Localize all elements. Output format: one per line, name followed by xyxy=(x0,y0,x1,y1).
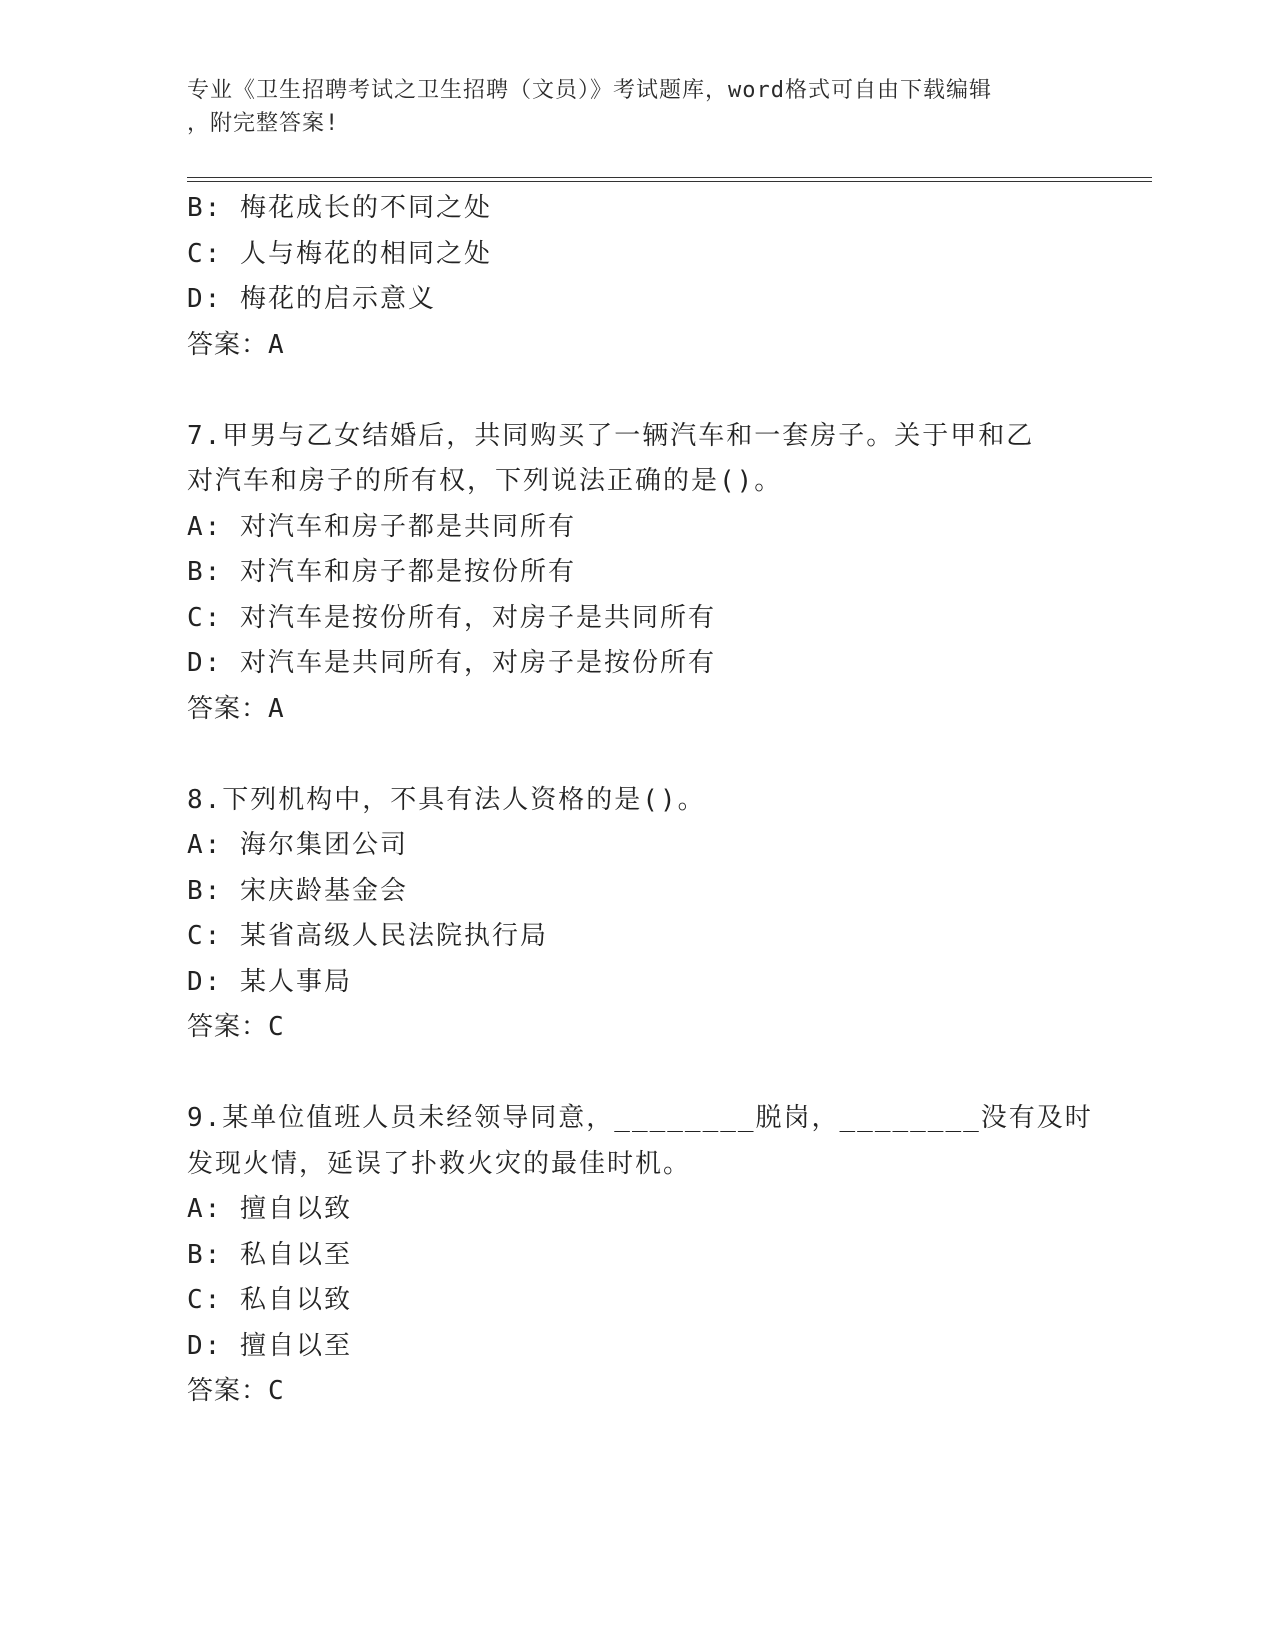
option-b: B: 梅花成长的不同之处 xyxy=(187,193,492,223)
answer-value: C xyxy=(268,1012,285,1042)
question-8 xyxy=(187,778,1087,1051)
spacer xyxy=(187,732,1087,778)
question-stem-line-2: 发现火情，延误了扑救火灾的最佳时机。 xyxy=(187,1148,692,1179)
option-d: D: 对汽车是共同所有，对房子是按份所有 xyxy=(187,648,716,678)
option-b: B: 私自以至 xyxy=(187,1239,352,1270)
answer-label: 答案： xyxy=(187,329,269,360)
option-a: A: 对汽车和房子都是共同所有 xyxy=(187,511,576,542)
header-divider-top xyxy=(187,177,1152,178)
header-line-1: 专业《卫生招聘考试之卫生招聘（文员）》考试题库，word格式可自由下载编辑 xyxy=(187,78,992,103)
question-7 xyxy=(187,414,1087,733)
answer-value: A xyxy=(268,693,285,724)
question-6-tail xyxy=(187,186,1087,368)
question-list xyxy=(187,186,1093,1415)
option-a: A: 海尔集团公司 xyxy=(187,830,408,860)
document-header xyxy=(187,74,1067,140)
option-b: B: 对汽车和房子都是按份所有 xyxy=(187,557,576,587)
header-line-2: ，附完整答案! xyxy=(187,111,340,136)
answer-value: C xyxy=(268,1376,285,1406)
option-c: C: 人与梅花的相同之处 xyxy=(187,238,492,269)
answer-line xyxy=(187,687,1087,733)
answer-line xyxy=(187,1369,1087,1415)
spacer xyxy=(187,368,1087,414)
answer-line xyxy=(187,323,1087,369)
question-stem-line-1: 7.甲男与乙女结婚后，共同购买了一辆汽车和一套房子。关于甲和乙 xyxy=(187,420,1035,451)
option-c: C: 私自以致 xyxy=(187,1285,352,1315)
option-a: A: 擅自以致 xyxy=(187,1194,352,1224)
option-d: D: 擅自以至 xyxy=(187,1330,352,1361)
option-d: D: 梅花的启示意义 xyxy=(187,284,436,314)
answer-label: 答案： xyxy=(187,1012,269,1042)
option-b: B: 宋庆龄基金会 xyxy=(187,875,408,906)
answer-label: 答案： xyxy=(187,693,269,724)
question-stem-line-2: 对汽车和房子的所有权，下列说法正确的是()。 xyxy=(187,466,783,496)
question-stem-line-1: 9.某单位值班人员未经领导同意，________脱岗，________没有及时 xyxy=(187,1103,1093,1133)
answer-value: A xyxy=(268,329,285,360)
question-stem-line-1: 8.下列机构中，不具有法人资格的是()。 xyxy=(187,784,706,815)
answer-label: 答案： xyxy=(187,1376,269,1406)
spacer xyxy=(187,1051,1087,1097)
option-c: C: 某省高级人民法院执行局 xyxy=(187,921,548,951)
question-9 xyxy=(187,1096,1093,1415)
option-c: C: 对汽车是按份所有，对房子是共同所有 xyxy=(187,602,716,633)
header-divider-bottom xyxy=(187,181,1152,182)
answer-line xyxy=(187,1005,1087,1051)
option-d: D: 某人事局 xyxy=(187,966,352,997)
